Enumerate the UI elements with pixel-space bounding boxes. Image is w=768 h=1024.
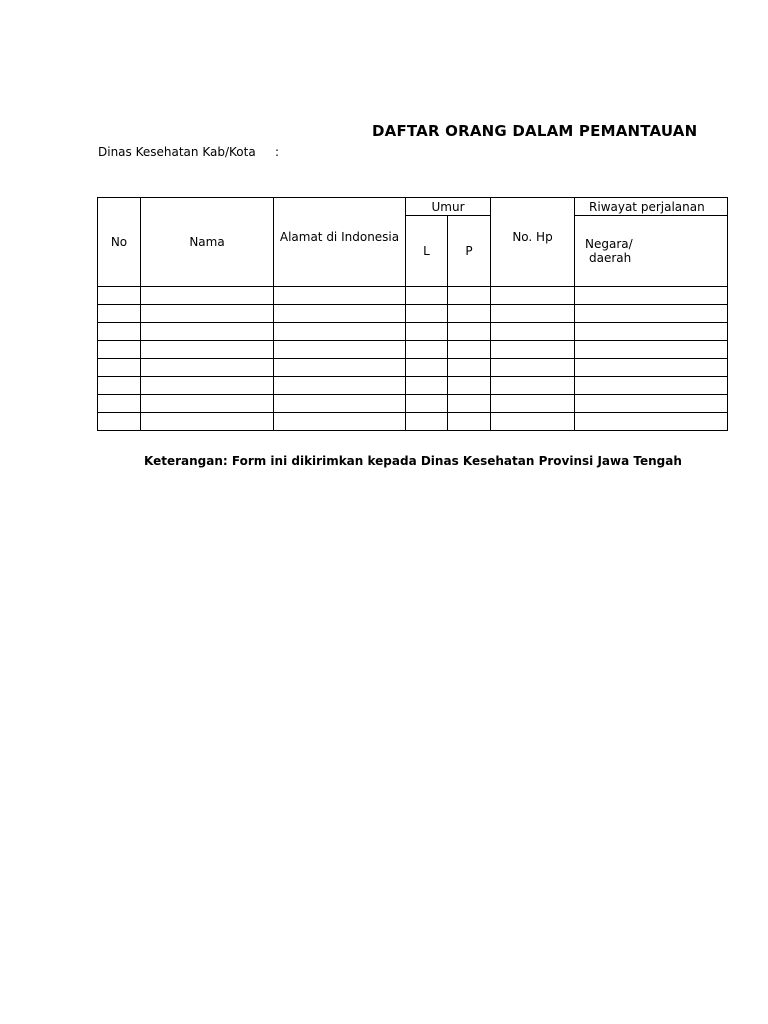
table-cell[interactable] [98, 359, 141, 377]
table-cell[interactable] [491, 287, 575, 305]
table-cell[interactable] [575, 395, 728, 413]
table-cell[interactable] [274, 395, 406, 413]
table-cell[interactable] [406, 359, 448, 377]
table-cell[interactable] [98, 341, 141, 359]
table-cell[interactable] [98, 305, 141, 323]
table-cell[interactable] [406, 341, 448, 359]
table-row [98, 413, 728, 431]
table-row [98, 341, 728, 359]
table-cell[interactable] [448, 305, 491, 323]
table-cell[interactable] [141, 323, 274, 341]
header-umur-l: L [406, 216, 448, 287]
table-cell[interactable] [575, 305, 728, 323]
table-cell[interactable] [448, 359, 491, 377]
table-row [98, 305, 728, 323]
table-row [98, 377, 728, 395]
table-cell[interactable] [491, 341, 575, 359]
header-riwayat: Riwayat perjalanan [575, 198, 728, 216]
table-cell[interactable] [491, 377, 575, 395]
header-negara: Negara/ daerah [575, 216, 728, 287]
table-row [98, 359, 728, 377]
header-umur-p: P [448, 216, 491, 287]
table-cell[interactable] [491, 395, 575, 413]
table-cell[interactable] [406, 305, 448, 323]
table-cell[interactable] [491, 359, 575, 377]
table-cell[interactable] [575, 341, 728, 359]
table-cell[interactable] [448, 377, 491, 395]
table-cell[interactable] [491, 305, 575, 323]
header-nama: Nama [141, 198, 274, 287]
header-no: No [98, 198, 141, 287]
table-cell[interactable] [141, 413, 274, 431]
table-cell[interactable] [406, 287, 448, 305]
keterangan-note: Keterangan: Form ini dikirimkan kepada Dinas Kesehatan Provinsi Jawa Tengah [144, 454, 682, 468]
header-umur: Umur [406, 198, 491, 216]
table-cell[interactable] [274, 323, 406, 341]
table-cell[interactable] [274, 305, 406, 323]
table-cell[interactable] [406, 323, 448, 341]
table-cell[interactable] [141, 359, 274, 377]
table-cell[interactable] [98, 377, 141, 395]
table-row [98, 323, 728, 341]
table-cell[interactable] [274, 413, 406, 431]
table-cell[interactable] [575, 413, 728, 431]
table-cell[interactable] [274, 359, 406, 377]
table-cell[interactable] [406, 413, 448, 431]
table-header-row-1 [98, 198, 728, 216]
table-cell[interactable] [448, 287, 491, 305]
table-cell[interactable] [448, 413, 491, 431]
table-cell[interactable] [141, 395, 274, 413]
table-cell[interactable] [448, 395, 491, 413]
table-cell[interactable] [98, 323, 141, 341]
dinas-colon: : [275, 145, 280, 159]
monitoring-table [97, 197, 728, 431]
table-cell[interactable] [274, 287, 406, 305]
table-cell[interactable] [141, 377, 274, 395]
table-cell[interactable] [448, 341, 491, 359]
table-cell[interactable] [141, 341, 274, 359]
table-cell[interactable] [575, 359, 728, 377]
table-cell[interactable] [575, 287, 728, 305]
table-cell[interactable] [448, 323, 491, 341]
table-cell[interactable] [491, 323, 575, 341]
table-cell[interactable] [575, 377, 728, 395]
table-cell[interactable] [575, 323, 728, 341]
header-no-hp: No. Hp [491, 198, 575, 287]
table-cell[interactable] [274, 341, 406, 359]
table-cell[interactable] [98, 395, 141, 413]
table-cell[interactable] [274, 377, 406, 395]
table-cell[interactable] [406, 377, 448, 395]
dinas-label: Dinas Kesehatan Kab/Kota [98, 145, 256, 159]
table-cell[interactable] [141, 287, 274, 305]
table-cell[interactable] [491, 413, 575, 431]
table-cell[interactable] [406, 395, 448, 413]
document-title: DAFTAR ORANG DALAM PEMANTAUAN [372, 122, 698, 140]
table-row [98, 395, 728, 413]
header-alamat: Alamat di Indonesia [274, 198, 406, 287]
table-cell[interactable] [98, 287, 141, 305]
table-cell[interactable] [141, 305, 274, 323]
table-cell[interactable] [98, 413, 141, 431]
table-row [98, 287, 728, 305]
